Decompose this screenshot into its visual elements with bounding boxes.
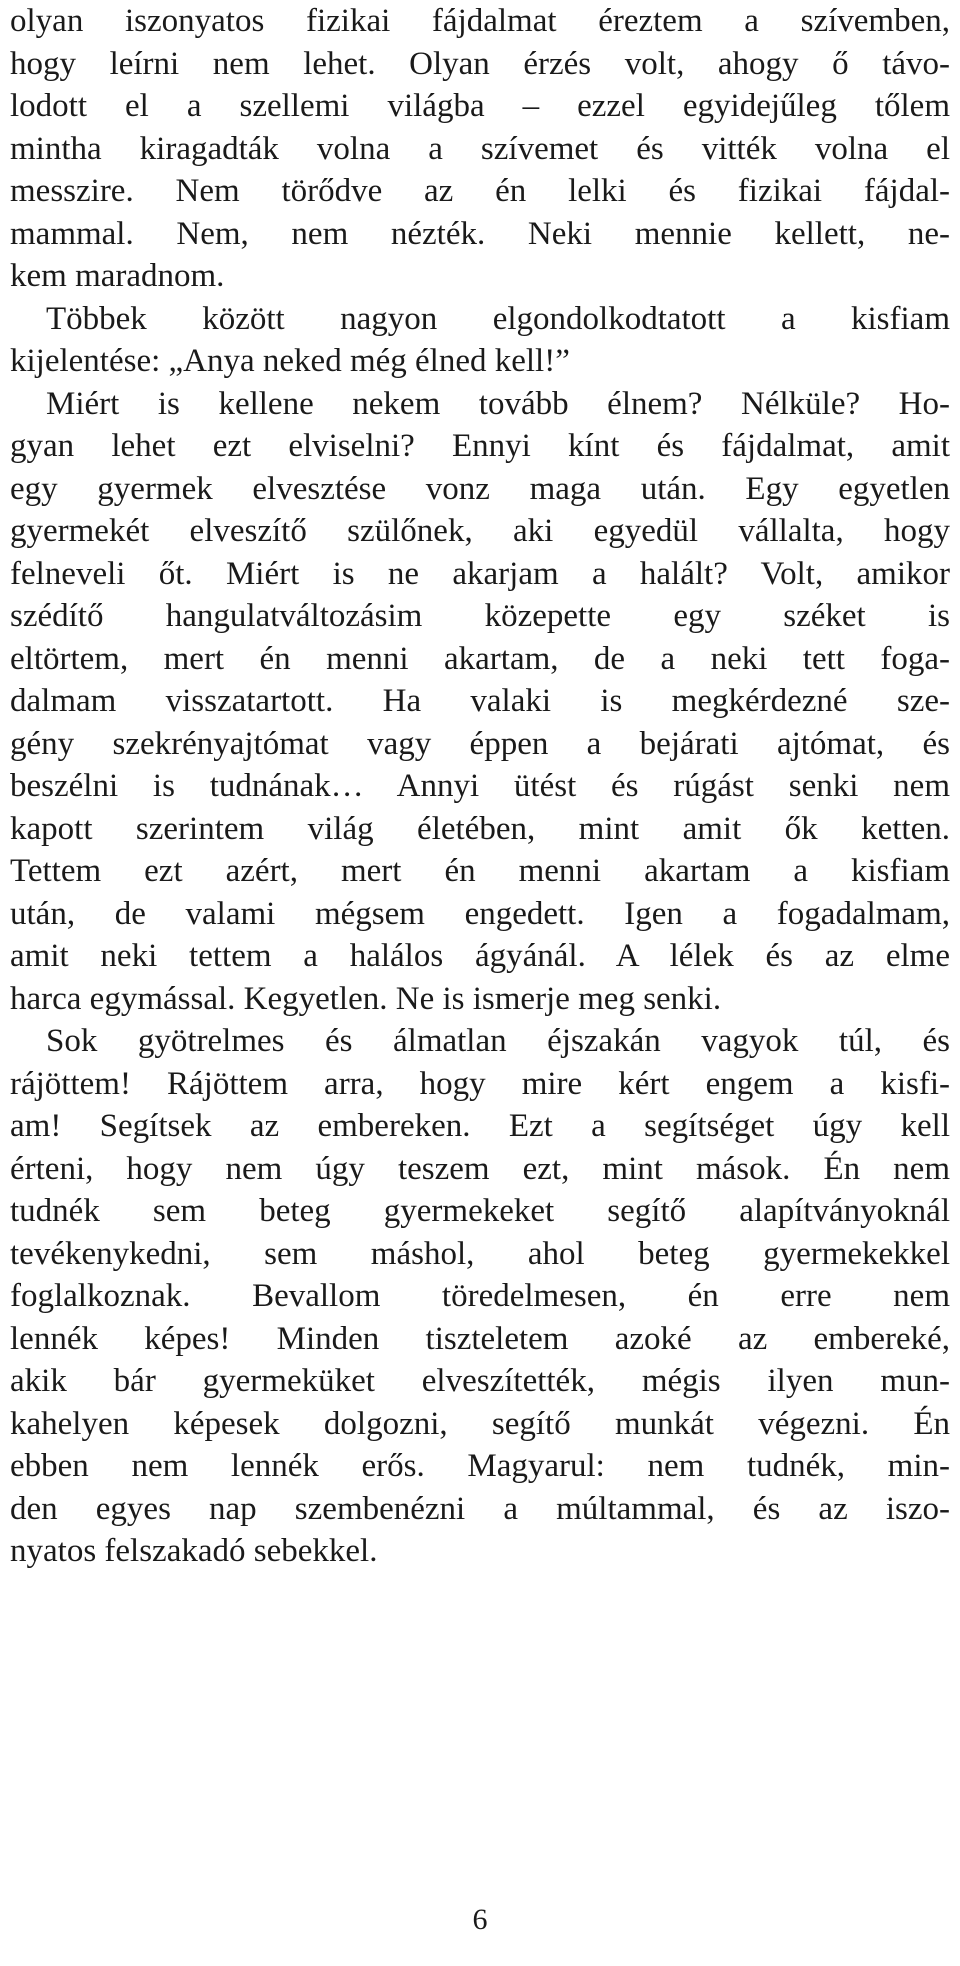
text-line: Miért is kellene nekem tovább élnem? Nélküle? Ho-: [46, 385, 950, 422]
text-line: Tettem ezt azért, mert én menni akartam a kisfiam: [10, 853, 950, 889]
text-line: kahelyen képesek dolgozni, segítő munkát végezni. Én: [10, 1405, 950, 1442]
text-line: messzire. Nem törődve az én lelki és fizikai fájdal-: [10, 173, 950, 209]
text-line: gény szekrényajtómat vagy éppen a bejárati ajtómat, és: [10, 725, 950, 762]
text-line: amit neki tettem a halálos ágyánál. A lélek és az elme: [10, 938, 950, 974]
text-line: mammal. Nem, nem nézték. Neki mennie kellett, ne-: [10, 215, 950, 252]
text-line: kapott szerintem világ életében, mint amit ők ketten.: [10, 810, 950, 847]
text-line: gyan lehet ezt elviselni? Ennyi kínt és fájdalmat, amit: [10, 428, 950, 464]
text-line: am! Segítsek az embereken. Ezt a segítséget úgy kell: [10, 1108, 950, 1144]
text-line: Többek között nagyon elgondolkodtatott a kisfiam: [46, 300, 950, 337]
text-line: egy gyermek elvesztése vonz maga után. Egy egyetlen: [10, 470, 950, 507]
text-line: kem maradnom.: [10, 258, 225, 294]
text-line: felneveli őt. Miért is ne akarjam a halált? Volt, amikor: [10, 555, 950, 592]
text-line: beszélni is tudnának… Annyi ütést és rúgást senki nem: [10, 768, 950, 804]
text-line: tudnék sem beteg gyermekeket segítő alapítványoknál: [10, 1193, 950, 1229]
text-line: kijelentése: „Anya neked még élned kell!”: [10, 343, 570, 379]
text-line: lennék képes! Minden tiszteletem azoké az embereké,: [10, 1320, 950, 1357]
text-line: ebben nem lennék erős. Magyarul: nem tudnék, min-: [10, 1448, 950, 1484]
text-line: akik bár gyermeküket elveszítették, mégis ilyen mun-: [10, 1363, 950, 1399]
text-line: tevékenykedni, sem máshol, ahol beteg gyermekekkel: [10, 1235, 950, 1272]
text-line: olyan iszonyatos fizikai fájdalmat éreztem a szívemben,: [10, 3, 950, 39]
text-line: dalmam visszatartott. Ha valaki is megkérdezné sze-: [10, 683, 950, 719]
text-line: szédítő hangulatváltozásim közepette egy széket is: [10, 598, 950, 634]
text-line: gyermekét elveszítő szülőnek, aki egyedül vállalta, hogy: [10, 513, 950, 549]
text-line: eltörtem, mert én menni akartam, de a neki tett foga-: [10, 640, 950, 677]
text-line: mintha kiragadták volna a szívemet és vitték volna el: [10, 130, 950, 167]
text-line: hogy leírni nem lehet. Olyan érzés volt, ahogy ő távo-: [10, 45, 950, 82]
body-text: [10, 0, 950, 1573]
text-line: rájöttem! Rájöttem arra, hogy mire kért engem a kisfi-: [10, 1065, 950, 1102]
page-body: [10, 0, 950, 1573]
text-line: lodott el a szellemi világba – ezzel egyidejűleg tőlem: [10, 88, 950, 124]
text-line: érteni, hogy nem úgy teszem ezt, mint mások. Én nem: [10, 1150, 950, 1187]
page-number: 6: [472, 1903, 488, 1936]
text-line: Sok gyötrelmes és álmatlan éjszakán vagyok túl, és: [46, 1023, 950, 1059]
text-line: foglalkoznak. Bevallom töredelmesen, én erre nem: [10, 1278, 950, 1314]
text-line: den egyes nap szembenézni a múltammal, és az iszo-: [10, 1490, 950, 1527]
text-line: nyatos felszakadó sebekkel.: [10, 1533, 378, 1569]
text-line: harca egymással. Kegyetlen. Ne is ismerje meg senki.: [10, 980, 722, 1017]
text-line: után, de valami mégsem engedett. Igen a fogadalmam,: [10, 895, 950, 932]
